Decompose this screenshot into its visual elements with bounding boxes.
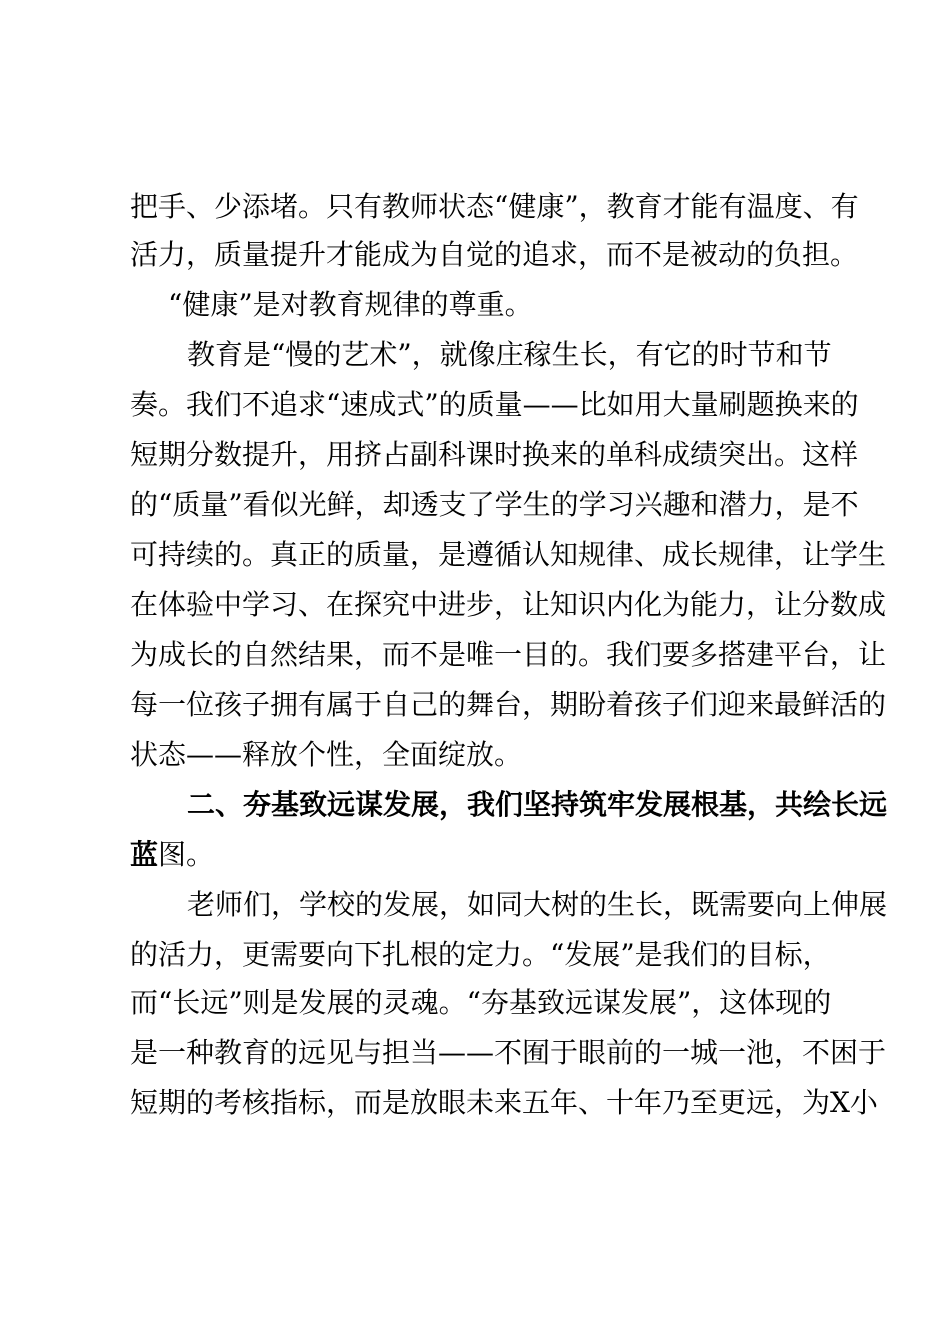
paragraph-line: 把手、少添堵。只有教师状态“健康”，教育才能有温度、有: [130, 190, 859, 223]
paragraph-line: 每一位孩子拥有属于自己的舞台，期盼着孩子们迎来最鲜活的: [130, 688, 887, 721]
section-heading: 二、夯基致远谋发展，我们坚持筑牢发展根基，共绘长远: [187, 788, 888, 821]
heading-tail: 图。: [158, 838, 215, 871]
paragraph-line: 短期分数提升，用挤占副科课时换来的单科成绩突出。这样: [130, 438, 859, 471]
paragraph-line: 在体验中学习、在探究中进步，让知识内化为能力，让分数成: [130, 588, 887, 621]
paragraph-line: 状态——释放个性，全面绽放。: [130, 738, 523, 771]
paragraph-line: 的“质量”看似光鲜，却透支了学生的学习兴趣和潜力，是不: [130, 488, 859, 521]
paragraph-line: 的活力，更需要向下扎根的定力。“发展”是我们的目标，: [130, 938, 831, 971]
paragraph-line: 短期的考核指标，而是放眼未来五年、十年乃至更远，为X小: [130, 1086, 878, 1119]
paragraph-line: 教育是“慢的艺术”，就像庄稼生长，有它的时节和节: [187, 338, 832, 371]
paragraph-line: 是一种教育的远见与担当——不囿于眼前的一城一池，不困于: [130, 1036, 887, 1069]
section-heading-continued: [130, 839, 816, 871]
heading-bold-char: 蓝: [130, 838, 159, 871]
paragraph-line: 奏。我们不追求“速成式”的质量——比如用大量刷题换来的: [130, 388, 859, 421]
paragraph-line: 活力，质量提升才能成为自觉的追求，而不是被动的负担。: [130, 238, 859, 271]
section-subheading: “健康”是对教育规律的尊重。: [168, 288, 533, 321]
paragraph-line: 可持续的。真正的质量，是遵循认知规律、成长规律，让学生: [130, 538, 887, 571]
paragraph-line: 而“长远”则是发展的灵魂。“夯基致远谋发展”，这体现的: [130, 986, 832, 1019]
paragraph-line: 为成长的自然结果，而不是唯一目的。我们要多搭建平台，让: [130, 638, 887, 671]
paragraph-line: 老师们，学校的发展，如同大树的生长，既需要向上伸展: [187, 888, 888, 921]
